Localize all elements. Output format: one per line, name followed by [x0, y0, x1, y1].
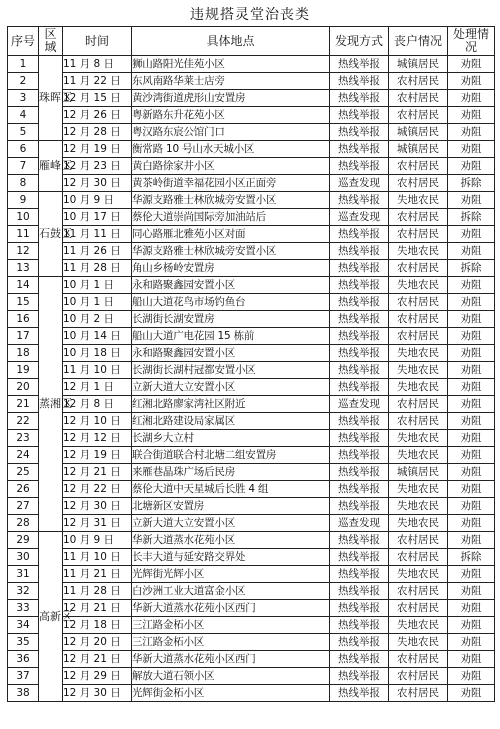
row-result: 劝阻	[448, 277, 495, 294]
row-owner: 农村居民	[389, 260, 448, 277]
table-row	[8, 379, 495, 396]
row-date: 11 月 10 日	[63, 362, 132, 379]
row-location: 红湘北路建设局家属区	[132, 413, 330, 430]
row-location: 光辉街光辉小区	[132, 566, 330, 583]
row-date: 12 月 15 日	[63, 90, 132, 107]
row-method: 巡查发现	[330, 396, 389, 413]
table-row	[8, 73, 495, 90]
row-method: 热线举报	[330, 260, 389, 277]
table-row	[8, 124, 495, 141]
row-location: 东风南路华莱士店旁	[132, 73, 330, 90]
row-method: 热线举报	[330, 379, 389, 396]
row-owner: 失地农民	[389, 515, 448, 532]
row-date: 12 月 28 日	[63, 124, 132, 141]
row-result: 劝阻	[448, 56, 495, 73]
row-method: 热线举报	[330, 464, 389, 481]
table-row	[8, 107, 495, 124]
row-seq: 15	[8, 294, 39, 311]
row-owner: 农村居民	[389, 226, 448, 243]
row-owner: 失地农民	[389, 362, 448, 379]
table-row	[8, 209, 495, 226]
row-method: 热线举报	[330, 56, 389, 73]
row-location: 黄白路徐家井小区	[132, 158, 330, 175]
row-location: 华新大道蒸水花苑小区西门	[132, 651, 330, 668]
row-seq: 19	[8, 362, 39, 379]
row-date: 12 月 10 日	[63, 413, 132, 430]
row-owner: 城镇居民	[389, 56, 448, 73]
row-location: 华新大道蒸水花苑小区	[132, 532, 330, 549]
table-row	[8, 634, 495, 651]
table-row	[8, 566, 495, 583]
row-seq: 23	[8, 430, 39, 447]
row-method: 热线举报	[330, 226, 389, 243]
table-row	[8, 243, 495, 260]
row-seq: 35	[8, 634, 39, 651]
row-seq: 29	[8, 532, 39, 549]
row-method: 热线举报	[330, 345, 389, 362]
table-row	[8, 668, 495, 685]
row-location: 粤汉路东宸公馆门口	[132, 124, 330, 141]
row-location: 蔡伦大道中天星城后长胜 4 组	[132, 481, 330, 498]
row-seq: 25	[8, 464, 39, 481]
row-location: 狮山路阳光佳苑小区	[132, 56, 330, 73]
table-row	[8, 617, 495, 634]
row-owner: 农村居民	[389, 311, 448, 328]
row-result: 劝阻	[448, 328, 495, 345]
row-result: 拆除	[448, 549, 495, 566]
row-result: 劝阻	[448, 634, 495, 651]
records-table	[7, 26, 495, 702]
row-location: 北塘新区安置房	[132, 498, 330, 515]
row-seq: 38	[8, 685, 39, 702]
row-result: 劝阻	[448, 532, 495, 549]
table-row	[8, 362, 495, 379]
row-method: 热线举报	[330, 277, 389, 294]
row-owner: 农村居民	[389, 175, 448, 192]
table-row	[8, 90, 495, 107]
table-row	[8, 311, 495, 328]
row-owner: 农村居民	[389, 107, 448, 124]
row-method: 热线举报	[330, 634, 389, 651]
district-cell: 雁峰区	[39, 141, 63, 192]
district-cell: 蒸湘区	[39, 277, 63, 532]
row-owner: 农村居民	[389, 73, 448, 90]
row-seq: 30	[8, 549, 39, 566]
row-result: 劝阻	[448, 583, 495, 600]
row-seq: 6	[8, 141, 39, 158]
table-row	[8, 549, 495, 566]
table-row	[8, 498, 495, 515]
row-method: 热线举报	[330, 413, 389, 430]
row-method: 巡查发现	[330, 515, 389, 532]
row-method: 热线举报	[330, 651, 389, 668]
row-location: 长湖乡大立村	[132, 430, 330, 447]
row-date: 11 月 26 日	[63, 243, 132, 260]
row-owner: 农村居民	[389, 328, 448, 345]
row-owner: 失地农民	[389, 243, 448, 260]
row-date: 12 月 19 日	[63, 447, 132, 464]
row-location: 三江路金柘小区	[132, 634, 330, 651]
row-date: 12 月 20 日	[63, 634, 132, 651]
row-result: 劝阻	[448, 566, 495, 583]
table-row	[8, 141, 495, 158]
row-method: 热线举报	[330, 328, 389, 345]
row-method: 热线举报	[330, 532, 389, 549]
row-location: 角山乡杨岭安置房	[132, 260, 330, 277]
row-method: 热线举报	[330, 311, 389, 328]
row-location: 黄茶岭街道幸福花园小区正面旁	[132, 175, 330, 192]
row-seq: 7	[8, 158, 39, 175]
table-row	[8, 447, 495, 464]
table-row	[8, 600, 495, 617]
row-seq: 16	[8, 311, 39, 328]
row-method: 热线举报	[330, 481, 389, 498]
row-seq: 10	[8, 209, 39, 226]
row-seq: 32	[8, 583, 39, 600]
row-seq: 13	[8, 260, 39, 277]
table-row	[8, 515, 495, 532]
row-date: 12 月 30 日	[63, 685, 132, 702]
row-result: 劝阻	[448, 464, 495, 481]
row-seq: 11	[8, 226, 39, 243]
row-method: 热线举报	[330, 668, 389, 685]
row-date: 12 月 26 日	[63, 107, 132, 124]
row-result: 劝阻	[448, 124, 495, 141]
row-result: 劝阻	[448, 345, 495, 362]
row-date: 11 月 10 日	[63, 549, 132, 566]
row-owner: 城镇居民	[389, 141, 448, 158]
row-seq: 2	[8, 73, 39, 90]
row-seq: 1	[8, 56, 39, 73]
row-location: 红湘北路廖家湾社区附近	[132, 396, 330, 413]
district-cell: 高新区	[39, 532, 63, 702]
row-result: 劝阻	[448, 600, 495, 617]
row-date: 12 月 12 日	[63, 430, 132, 447]
table-row	[8, 685, 495, 702]
row-seq: 4	[8, 107, 39, 124]
row-seq: 36	[8, 651, 39, 668]
row-seq: 17	[8, 328, 39, 345]
row-owner: 农村居民	[389, 600, 448, 617]
row-result: 劝阻	[448, 192, 495, 209]
table-row	[8, 328, 495, 345]
row-date: 12 月 23 日	[63, 158, 132, 175]
header-seq: 序号	[8, 27, 39, 56]
row-method: 热线举报	[330, 294, 389, 311]
row-result: 劝阻	[448, 311, 495, 328]
table-row	[8, 532, 495, 549]
row-result: 劝阻	[448, 447, 495, 464]
row-owner: 农村居民	[389, 583, 448, 600]
row-result: 劝阻	[448, 379, 495, 396]
row-method: 热线举报	[330, 430, 389, 447]
row-method: 热线举报	[330, 447, 389, 464]
table-row	[8, 294, 495, 311]
row-seq: 26	[8, 481, 39, 498]
row-owner: 失地农民	[389, 498, 448, 515]
table-row	[8, 464, 495, 481]
row-owner: 失地农民	[389, 430, 448, 447]
row-owner: 失地农民	[389, 447, 448, 464]
district-cell: 珠晖区	[39, 56, 63, 141]
row-location: 光辉街金柘小区	[132, 685, 330, 702]
row-method: 热线举报	[330, 583, 389, 600]
row-method: 热线举报	[330, 158, 389, 175]
row-owner: 失地农民	[389, 379, 448, 396]
row-result: 劝阻	[448, 651, 495, 668]
table-row	[8, 226, 495, 243]
row-seq: 18	[8, 345, 39, 362]
row-owner: 农村居民	[389, 651, 448, 668]
row-owner: 失地农民	[389, 566, 448, 583]
row-result: 劝阻	[448, 498, 495, 515]
row-result: 拆除	[448, 209, 495, 226]
row-method: 热线举报	[330, 498, 389, 515]
row-date: 11 月 21 日	[63, 566, 132, 583]
row-result: 劝阻	[448, 107, 495, 124]
row-location: 华源支路雅士林欣城旁安置小区	[132, 192, 330, 209]
row-location: 三江路金柘小区	[132, 617, 330, 634]
row-owner: 农村居民	[389, 396, 448, 413]
table-row	[8, 192, 495, 209]
table-row	[8, 481, 495, 498]
table-row	[8, 413, 495, 430]
row-location: 立新大道大立安置小区	[132, 515, 330, 532]
row-method: 热线举报	[330, 685, 389, 702]
header-location: 具体地点	[132, 27, 330, 56]
row-location: 立新大道大立安置小区	[132, 379, 330, 396]
row-location: 华新大道蒸水花苑小区西门	[132, 600, 330, 617]
row-owner: 农村居民	[389, 294, 448, 311]
row-location: 永和路聚鑫园安置小区	[132, 277, 330, 294]
row-location: 长湖街长湖安置房	[132, 311, 330, 328]
header-result: 处理情况	[448, 27, 495, 56]
table-row	[8, 583, 495, 600]
row-date: 10 月 9 日	[63, 532, 132, 549]
row-result: 劝阻	[448, 515, 495, 532]
row-seq: 12	[8, 243, 39, 260]
row-result: 劝阻	[448, 243, 495, 260]
row-location: 衡常路 10 号山水天城小区	[132, 141, 330, 158]
row-result: 劝阻	[448, 362, 495, 379]
row-result: 劝阻	[448, 158, 495, 175]
row-method: 热线举报	[330, 141, 389, 158]
row-seq: 9	[8, 192, 39, 209]
row-method: 热线举报	[330, 107, 389, 124]
row-date: 10 月 18 日	[63, 345, 132, 362]
row-location: 黄沙湾街道虎形山安置房	[132, 90, 330, 107]
row-date: 11 月 28 日	[63, 583, 132, 600]
row-date: 12 月 21 日	[63, 464, 132, 481]
row-owner: 失地农民	[389, 634, 448, 651]
row-owner: 失地农民	[389, 481, 448, 498]
row-seq: 31	[8, 566, 39, 583]
row-method: 巡查发现	[330, 209, 389, 226]
row-location: 华源支路雅士林欣城旁安置小区	[132, 243, 330, 260]
table-row	[8, 396, 495, 413]
row-date: 12 月 31 日	[63, 515, 132, 532]
row-seq: 37	[8, 668, 39, 685]
row-owner: 农村居民	[389, 668, 448, 685]
row-method: 热线举报	[330, 124, 389, 141]
row-result: 劝阻	[448, 668, 495, 685]
row-location: 永和路聚鑫园安置小区	[132, 345, 330, 362]
row-owner: 失地农民	[389, 277, 448, 294]
row-method: 巡查发现	[330, 175, 389, 192]
row-date: 10 月 1 日	[63, 277, 132, 294]
table-row	[8, 430, 495, 447]
table-row	[8, 260, 495, 277]
row-owner: 农村居民	[389, 532, 448, 549]
row-date: 12 月 30 日	[63, 498, 132, 515]
row-owner: 失地农民	[389, 345, 448, 362]
row-seq: 3	[8, 90, 39, 107]
row-seq: 24	[8, 447, 39, 464]
row-date: 11 月 11 日	[63, 226, 132, 243]
row-date: 12 月 30 日	[63, 175, 132, 192]
row-date: 12 月 8 日	[63, 396, 132, 413]
row-result: 劝阻	[448, 294, 495, 311]
header-method: 发现方式	[330, 27, 389, 56]
row-method: 热线举报	[330, 549, 389, 566]
row-result: 劝阻	[448, 481, 495, 498]
row-method: 热线举报	[330, 73, 389, 90]
row-seq: 14	[8, 277, 39, 294]
row-location: 船山大道广电花园 15 栋前	[132, 328, 330, 345]
row-location: 粤新路东升花苑小区	[132, 107, 330, 124]
table-header-row	[8, 27, 495, 56]
row-owner: 失地农民	[389, 617, 448, 634]
row-date: 12 月 21 日	[63, 651, 132, 668]
row-location: 白沙洲工业大道富金小区	[132, 583, 330, 600]
row-result: 劝阻	[448, 396, 495, 413]
row-method: 热线举报	[330, 243, 389, 260]
table-row	[8, 277, 495, 294]
row-location: 同心路雁北雅苑小区对面	[132, 226, 330, 243]
row-result: 劝阻	[448, 141, 495, 158]
row-seq: 5	[8, 124, 39, 141]
row-date: 12 月 19 日	[63, 141, 132, 158]
row-method: 热线举报	[330, 362, 389, 379]
row-location: 蔡伦大道崇尚国际旁加油站后	[132, 209, 330, 226]
row-seq: 20	[8, 379, 39, 396]
row-seq: 28	[8, 515, 39, 532]
row-owner: 农村居民	[389, 685, 448, 702]
row-seq: 8	[8, 175, 39, 192]
row-result: 劝阻	[448, 617, 495, 634]
row-owner: 农村居民	[389, 158, 448, 175]
row-seq: 27	[8, 498, 39, 515]
row-date: 12 月 29 日	[63, 668, 132, 685]
header-date: 时间	[63, 27, 132, 56]
table-row	[8, 345, 495, 362]
row-location: 解放大道石领小区	[132, 668, 330, 685]
row-date: 12 月 1 日	[63, 379, 132, 396]
row-method: 热线举报	[330, 566, 389, 583]
table-row	[8, 651, 495, 668]
district-cell: 石鼓区	[39, 192, 63, 277]
row-date: 10 月 1 日	[63, 294, 132, 311]
row-result: 劝阻	[448, 685, 495, 702]
row-result: 劝阻	[448, 226, 495, 243]
header-district: 区域	[39, 27, 63, 56]
row-seq: 34	[8, 617, 39, 634]
row-location: 长丰大道与延安路交界处	[132, 549, 330, 566]
row-owner: 农村居民	[389, 90, 448, 107]
row-location: 来雁巷晶珠广场后民房	[132, 464, 330, 481]
row-date: 10 月 14 日	[63, 328, 132, 345]
document-title: 违规搭灵堂治丧类	[190, 7, 310, 23]
row-owner: 失地农民	[389, 192, 448, 209]
row-date: 10 月 17 日	[63, 209, 132, 226]
header-owner: 丧户情况	[389, 27, 448, 56]
row-result: 拆除	[448, 260, 495, 277]
row-seq: 21	[8, 396, 39, 413]
row-location: 联合街道联合村北塘二组安置房	[132, 447, 330, 464]
row-location: 船山大道花鸟市场钓鱼台	[132, 294, 330, 311]
row-date: 10 月 2 日	[63, 311, 132, 328]
table-row	[8, 175, 495, 192]
row-result: 劝阻	[448, 90, 495, 107]
row-owner: 农村居民	[389, 209, 448, 226]
table-body	[8, 56, 495, 702]
row-date: 11 月 28 日	[63, 260, 132, 277]
row-result: 劝阻	[448, 430, 495, 447]
row-location: 长湖街长湖村冠都安置小区	[132, 362, 330, 379]
row-seq: 33	[8, 600, 39, 617]
row-result: 劝阻	[448, 73, 495, 90]
row-date: 12 月 18 日	[63, 617, 132, 634]
table-row	[8, 56, 495, 73]
row-method: 热线举报	[330, 617, 389, 634]
row-owner: 农村居民	[389, 549, 448, 566]
row-owner: 城镇居民	[389, 464, 448, 481]
table-row	[8, 158, 495, 175]
row-seq: 22	[8, 413, 39, 430]
row-method: 热线举报	[330, 90, 389, 107]
row-owner: 农村居民	[389, 413, 448, 430]
row-date: 10 月 9 日	[63, 192, 132, 209]
row-owner: 城镇居民	[389, 124, 448, 141]
row-result: 劝阻	[448, 413, 495, 430]
row-method: 热线举报	[330, 192, 389, 209]
row-result: 拆除	[448, 175, 495, 192]
row-date: 12 月 21 日	[63, 600, 132, 617]
row-date: 12 月 22 日	[63, 481, 132, 498]
row-date: 11 月 22 日	[63, 73, 132, 90]
row-method: 热线举报	[330, 600, 389, 617]
row-date: 11 月 8 日	[63, 56, 132, 73]
